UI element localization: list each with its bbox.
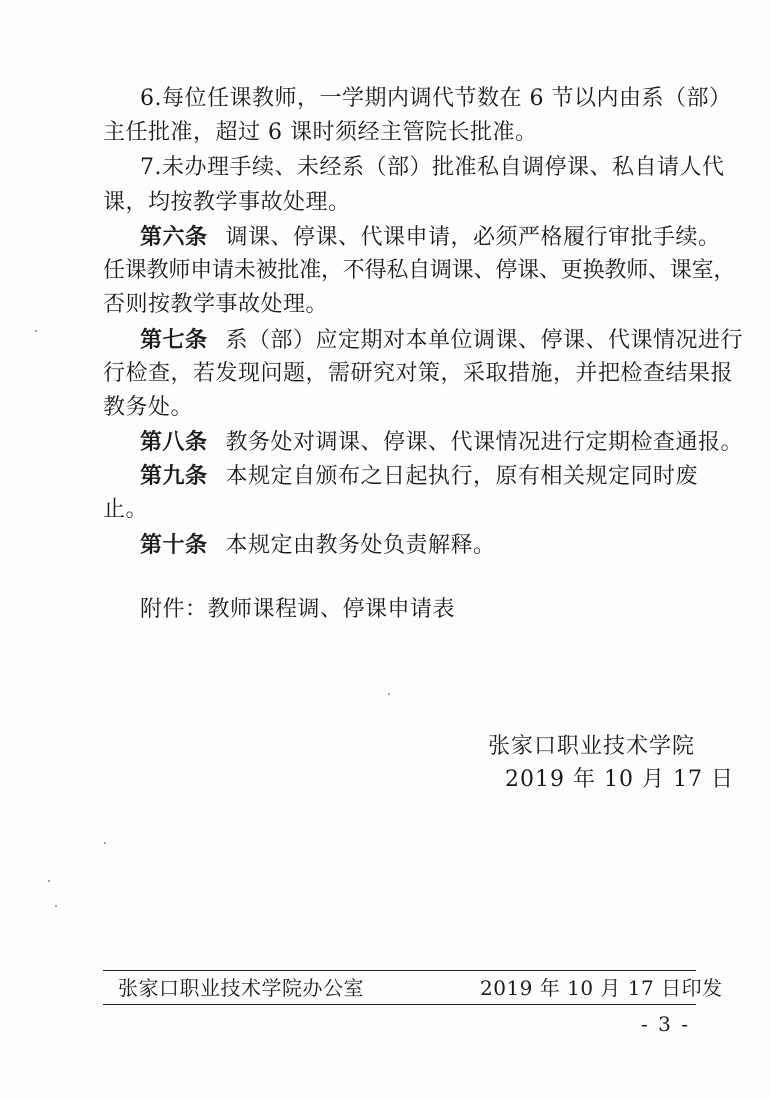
footer-printed-date: 2019 年 10 月 17 日印发: [480, 976, 723, 1000]
page-number: - 3 -: [641, 1012, 690, 1036]
signature-organization: 张家口职业技术学院: [488, 734, 696, 759]
article-7-heading: 第七条: [140, 327, 208, 353]
body-line-3: 7.未办理手续、未经系（部）批准私自调停课、私自请人代: [140, 155, 725, 180]
article-9-heading: 第九条: [140, 463, 208, 489]
article-6-heading: 第六条: [140, 224, 208, 250]
scan-speck: [104, 842, 106, 844]
scan-speck: [55, 905, 57, 907]
body-line-10: 教务处。: [103, 395, 194, 420]
article-10-text: 本规定由教务处负责解释。: [225, 533, 496, 558]
article-8-text: 教务处对调课、停课、代课情况进行定期检查通报。: [225, 430, 744, 455]
body-line-13: 止。: [103, 497, 149, 522]
attachment-note: 附件：教师课程调、停课申请表: [140, 597, 456, 622]
article-7-text: 系（部）应定期对本单位调课、停课、代课情况进行: [225, 328, 744, 353]
article-9-text: 本规定自颁布之日起执行，原有相关规定同时废: [225, 464, 699, 489]
article-6-line: [140, 224, 721, 251]
article-9-line: [140, 463, 698, 490]
body-line-2: 主任批准，超过 6 课时须经主管院长批准。: [103, 120, 538, 145]
footer-bottom-rule: [103, 1004, 696, 1005]
footer-issuer: 张家口职业技术学院办公室: [118, 976, 364, 1000]
scan-speck: [35, 330, 37, 332]
body-line-7: 否则按教学事故处理。: [103, 292, 329, 317]
article-6-text: 调课、停课、代课申请，必须严格履行审批手续。: [225, 225, 721, 250]
body-line-9: 行检查，若发现问题，需研究对策，采取措施，并把检查结果报: [103, 361, 734, 386]
article-10-heading: 第十条: [140, 532, 208, 558]
article-8-line: [140, 429, 743, 456]
body-line-1: 6.每位任课教师，一学期内调代节数在 6 节以内由系（部）: [140, 86, 732, 111]
body-line-4: 课，均按教学事故处理。: [103, 190, 351, 215]
footer-top-rule: [103, 970, 696, 971]
article-8-heading: 第八条: [140, 429, 208, 455]
scan-speck: [48, 880, 50, 882]
signature-date: 2019 年 10 月 17 日: [505, 767, 734, 792]
article-10-line: [140, 532, 496, 559]
scan-speck: [388, 693, 390, 695]
body-line-6: 任课教师申请未被批准，不得私自调课、停课、更换教师、课室，: [103, 258, 736, 283]
article-7-line: [140, 327, 743, 354]
